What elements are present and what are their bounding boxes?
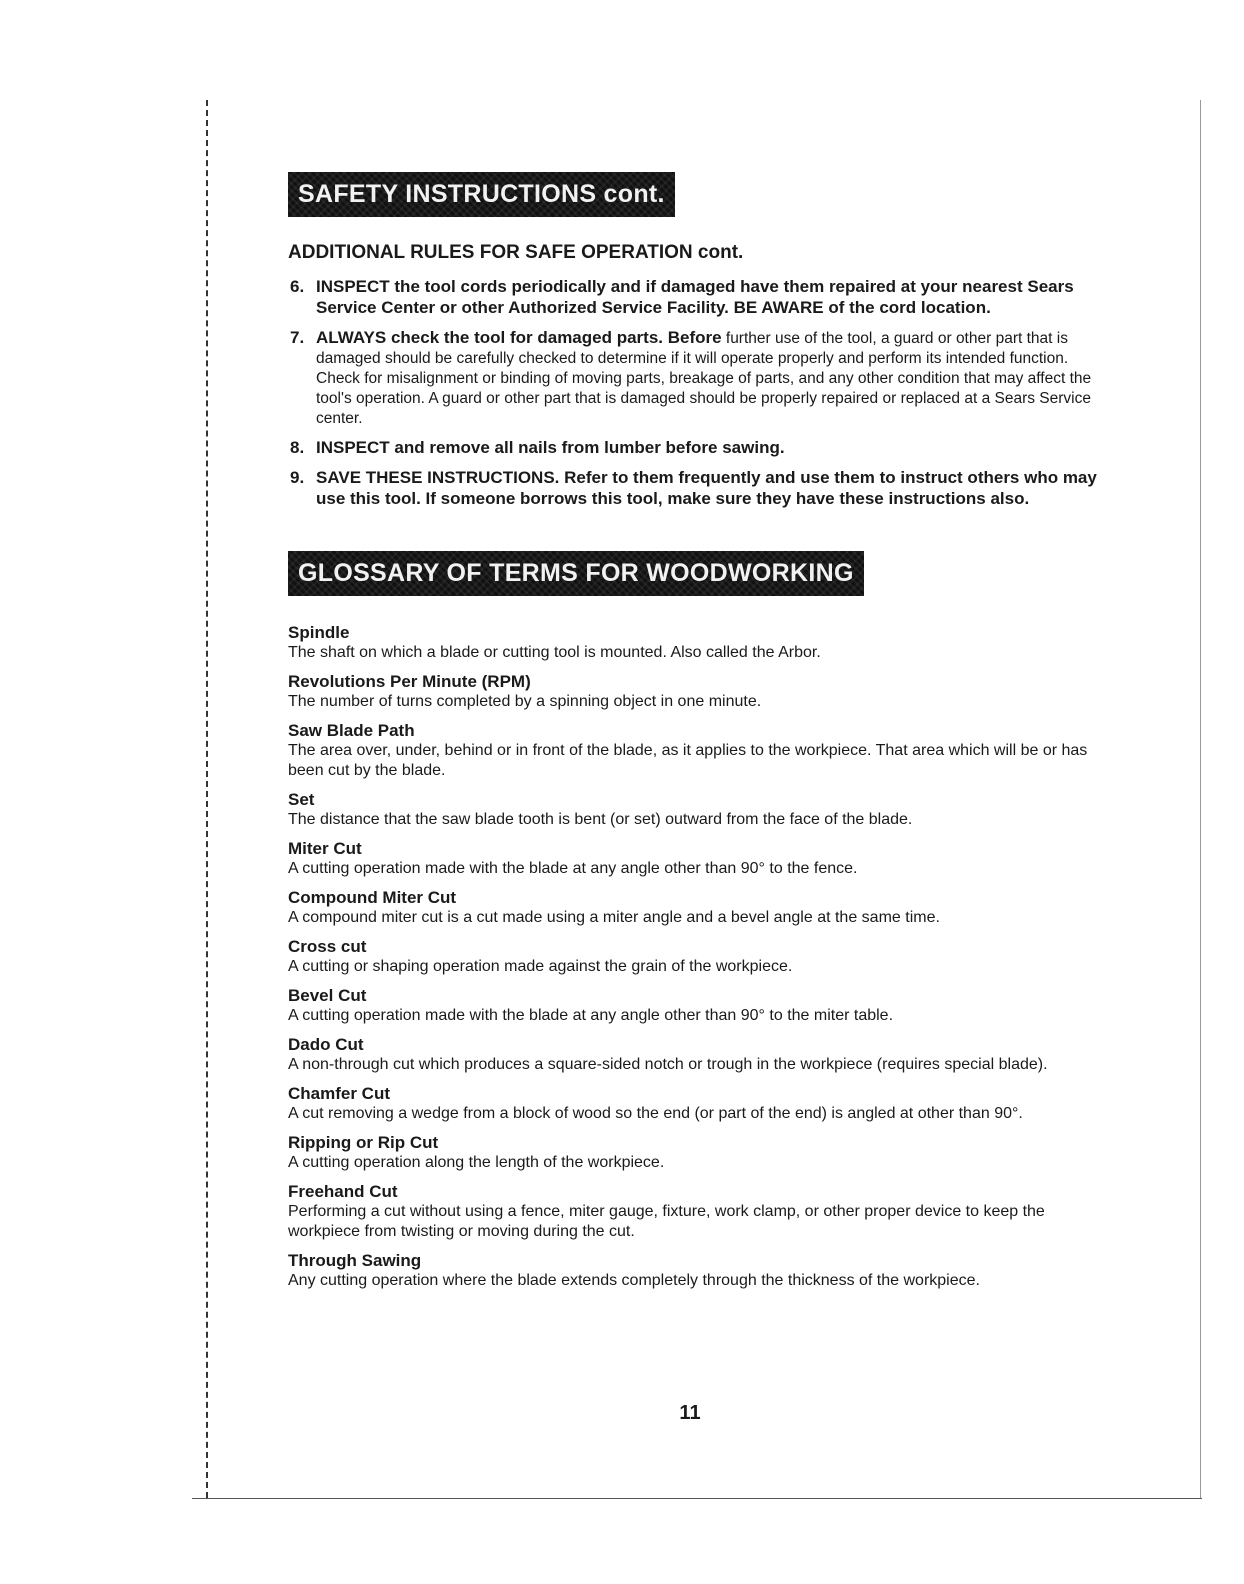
bottom-page-edge: [192, 1498, 1202, 1499]
glossary-entry: [288, 1034, 1108, 1075]
glossary-definition: A cutting operation made with the blade at any angle other than 90° to the miter table.: [288, 1007, 894, 1024]
glossary-entry: [288, 838, 1108, 879]
glossary-definition: A cut removing a wedge from a block of wood so the end (or part of the end) is angled at other than 90°.: [288, 1105, 1023, 1122]
glossary-definition: The number of turns completed by a spinning object in one minute.: [288, 693, 762, 710]
glossary-term: Saw Blade Path: [288, 721, 415, 740]
safety-rules-list: [288, 277, 1108, 510]
glossary-term: Chamfer Cut: [288, 1084, 391, 1103]
rule-number: 9.: [290, 468, 305, 487]
rule-bold-text: INSPECT the tool cords periodically and if damaged have them repaired at your nearest Sears Service Center or other Authorized Service Facility. BE AWARE of the cord location.: [316, 277, 1074, 317]
rule-item: [290, 468, 1108, 510]
rule-bold-text: INSPECT and remove all nails from lumber before sawing.: [316, 438, 785, 457]
glossary-terms: [288, 622, 1108, 1291]
glossary-term: Through Sawing: [288, 1251, 422, 1270]
glossary-term: Dado Cut: [288, 1035, 364, 1054]
glossary-entry: [288, 887, 1108, 928]
glossary-entry: [288, 1181, 1108, 1242]
rule-item: [290, 438, 1108, 459]
right-page-edge: [1200, 100, 1201, 1498]
glossary-definition: A cutting operation along the length of the workpiece.: [288, 1154, 665, 1171]
rule-number: 7.: [290, 328, 305, 347]
glossary-term: Freehand Cut: [288, 1182, 398, 1201]
rule-text: further use of the tool, a guard or other part that is damaged should be carefully checked to determine if it will operate properly and perform its intended function. Check for misalignment or binding of moving parts, breakage of parts, and any other condition that may affect the tool's operation. A guard or other part that is damaged should be properly repaired or replaced at a Sears Service center.: [316, 330, 1092, 427]
glossary-entry: [288, 985, 1108, 1026]
glossary-definition: The shaft on which a blade or cutting tool is mounted. Also called the Arbor.: [288, 644, 821, 661]
rule-item: [290, 328, 1108, 429]
glossary-definition: A cutting operation made with the blade at any angle other than 90° to the fence.: [288, 860, 858, 877]
glossary-definition: Any cutting operation where the blade extends completely through the thickness of the workpiece.: [288, 1272, 980, 1289]
glossary-banner: GLOSSARY OF TERMS FOR WOODWORKING: [288, 551, 864, 596]
rule-bold-text: SAVE THESE INSTRUCTIONS. Refer to them frequently and use them to instruct others who may use this tool. If someone borrows this tool, make sure they have these instructions also.: [316, 468, 1097, 508]
glossary-definition: Performing a cut without using a fence, miter gauge, fixture, work clamp, or other proper device to keep the workpiece from twisting or moving during the cut.: [288, 1203, 1045, 1240]
glossary-term: Bevel Cut: [288, 986, 367, 1005]
glossary-entry: [288, 936, 1108, 977]
glossary-entry: [288, 1132, 1108, 1173]
glossary-entry: [288, 1250, 1108, 1291]
glossary-entry: [288, 671, 1108, 712]
glossary-definition: A compound miter cut is a cut made using a miter angle and a bevel angle at the same time.: [288, 909, 940, 926]
rule-number: 8.: [290, 438, 305, 457]
page-content: [288, 172, 1108, 1299]
glossary-term: Ripping or Rip Cut: [288, 1133, 439, 1152]
glossary-term: Compound Miter Cut: [288, 888, 457, 907]
glossary-entry: [288, 720, 1108, 781]
glossary-entry: [288, 789, 1108, 830]
glossary-term: Cross cut: [288, 937, 367, 956]
glossary-term: Set: [288, 790, 315, 809]
safety-instructions-banner: SAFETY INSTRUCTIONS cont.: [288, 172, 675, 217]
rule-item: [290, 277, 1108, 319]
glossary-definition: The area over, under, behind or in front of the blade, as it applies to the workpiece. That area which will be or has been cut by the blade.: [288, 742, 1088, 779]
additional-rules-heading: ADDITIONAL RULES FOR SAFE OPERATION cont.: [288, 242, 744, 263]
glossary-term: Miter Cut: [288, 839, 362, 858]
rule-number: 6.: [290, 277, 305, 296]
glossary-definition: A non-through cut which produces a square-sided notch or trough in the workpiece (requires special blade).: [288, 1056, 1048, 1073]
page-number: 11: [679, 1402, 701, 1424]
rule-bold-text: ALWAYS check the tool for damaged parts. Before: [316, 328, 722, 347]
glossary-term: Revolutions Per Minute (RPM): [288, 672, 531, 691]
left-binding-edge: [206, 100, 208, 1498]
glossary-term: Spindle: [288, 623, 350, 642]
glossary-definition: A cutting or shaping operation made against the grain of the workpiece.: [288, 958, 793, 975]
glossary-entry: [288, 1083, 1108, 1124]
glossary-entry: [288, 622, 1108, 663]
glossary-definition: The distance that the saw blade tooth is bent (or set) outward from the face of the blade.: [288, 811, 913, 828]
